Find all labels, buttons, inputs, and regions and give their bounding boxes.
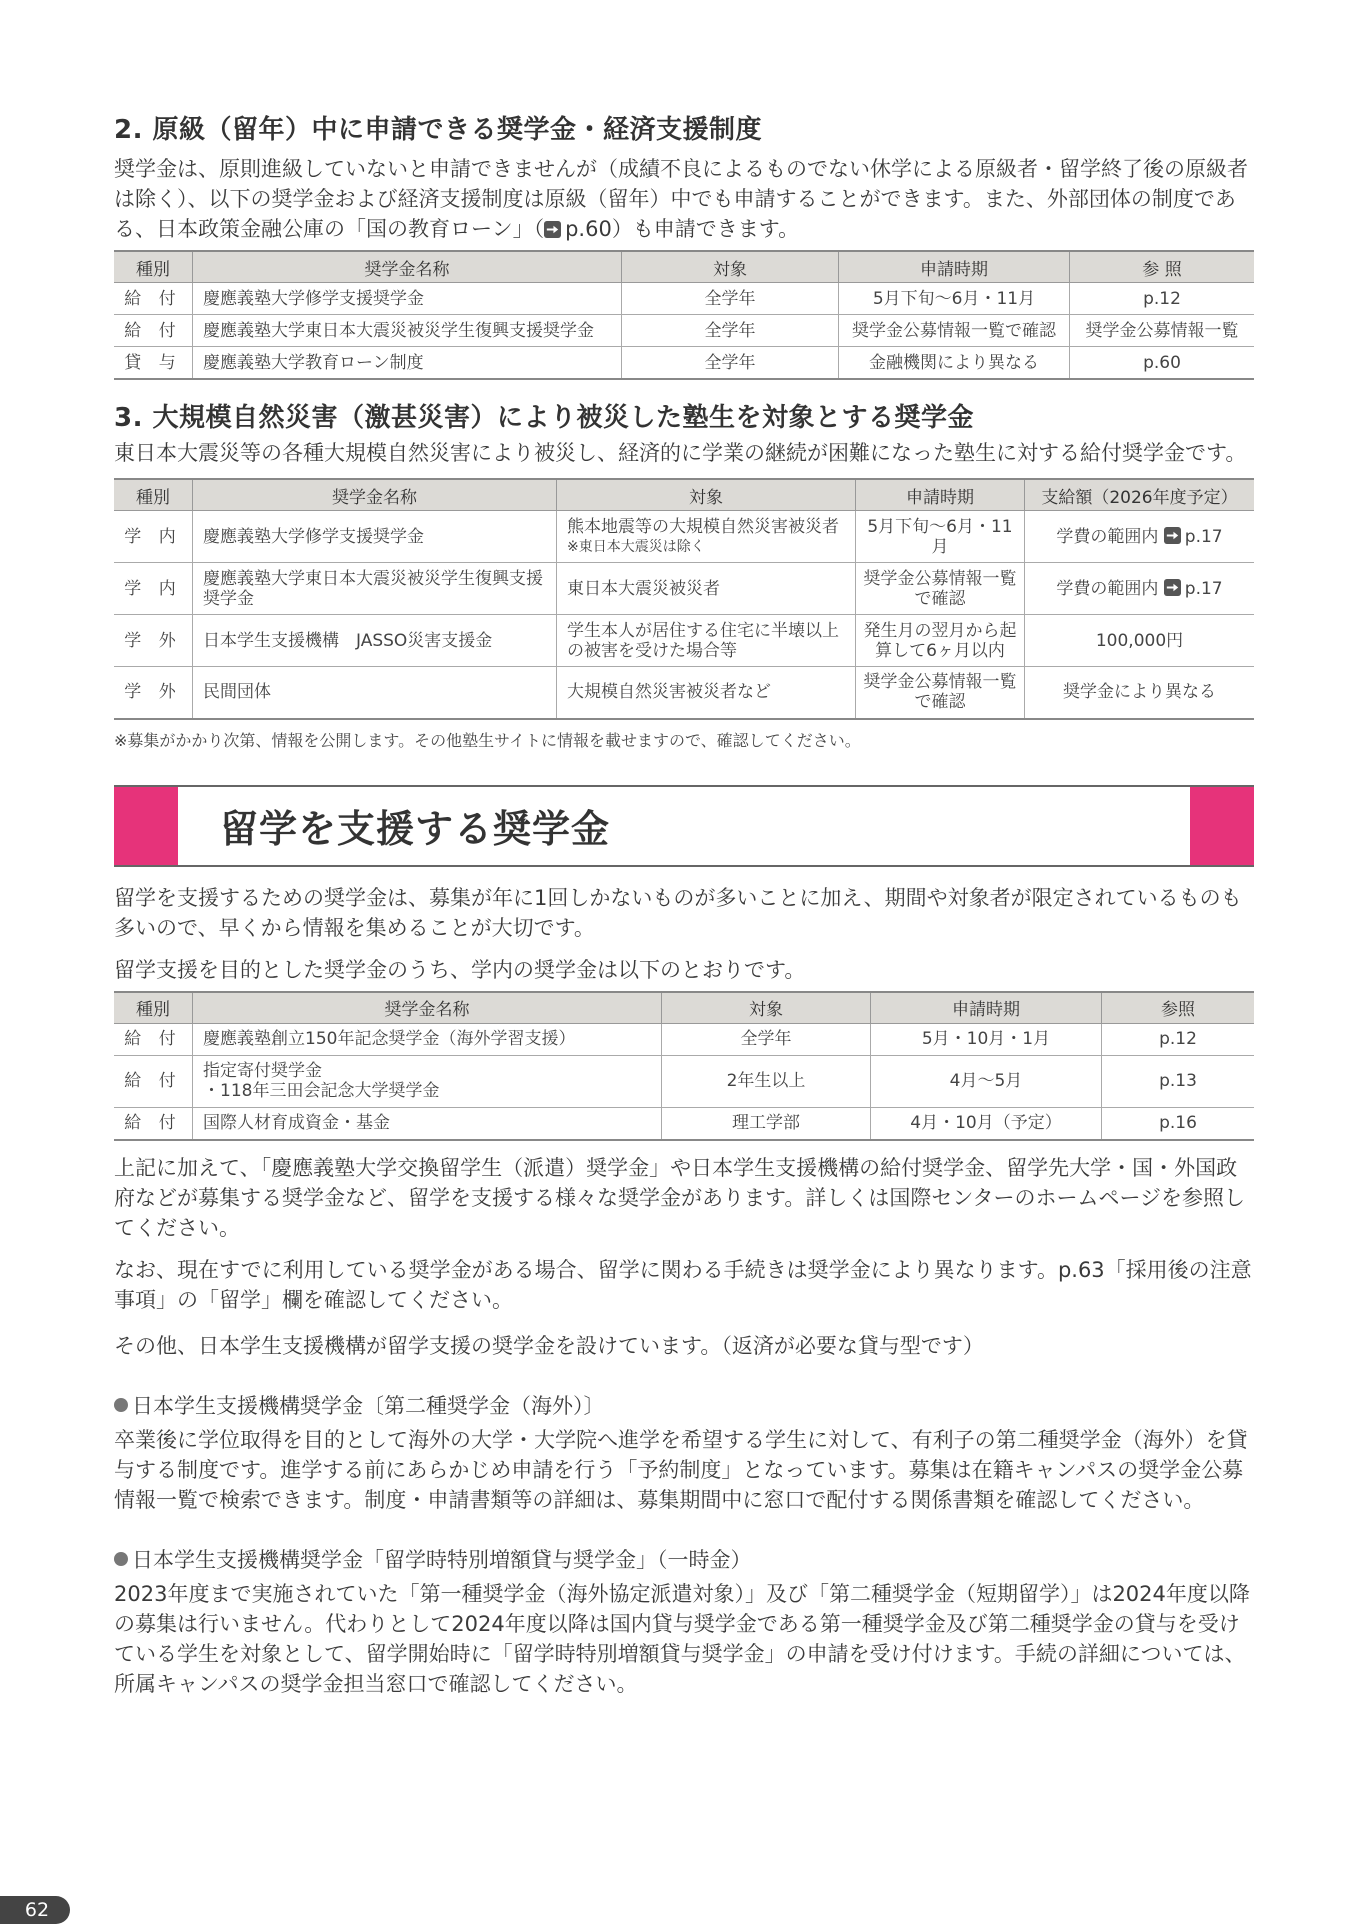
kind-cell: 給 付 bbox=[114, 1107, 193, 1140]
name-cell: 慶應義塾大学教育ローン制度 bbox=[193, 347, 622, 380]
ref-cell[interactable]: p.13 bbox=[1102, 1055, 1255, 1107]
name-cell: 慶應義塾大学東日本大震災被災学生復興支援奨学金 bbox=[193, 563, 557, 615]
kind-cell: 給 付 bbox=[114, 283, 193, 315]
target-cell: 全学年 bbox=[622, 283, 839, 315]
bullet-1-title: 日本学生支援機構奨学金〔第二種奨学金（海外）〕 bbox=[114, 1391, 1254, 1421]
study-abroad-para-1: 上記に加えて、「慶應義塾大学交換留学生（派遣）奨学金」や日本学生支援機構の給付奨学金、留学先大学・国・外国政府などが募集する奨学金など、留学を支援する様々な奨学金があります。詳しくは国際センターのホームページを参照してください。 bbox=[114, 1155, 1246, 1240]
col-header: 種別 bbox=[114, 251, 193, 283]
table-row bbox=[114, 667, 1254, 719]
table-row bbox=[114, 1055, 1254, 1107]
period-cell: 5月・10月・1月 bbox=[871, 1023, 1102, 1055]
target-cell: 東日本大震災被災者 bbox=[557, 563, 856, 615]
study-abroad-table bbox=[114, 991, 1254, 1141]
table-row bbox=[114, 1107, 1254, 1140]
col-header: 支給額（2026年度予定） bbox=[1025, 479, 1255, 511]
table-row bbox=[114, 1023, 1254, 1055]
table-header-row bbox=[114, 992, 1254, 1024]
table-row bbox=[114, 615, 1254, 667]
name-cell: 慶應義塾大学東日本大震災被災学生復興支援奨学金 bbox=[193, 315, 622, 347]
target-cell: 熊本地震等の大規模自然災害被災者 ※東日本大震災は除く bbox=[557, 511, 856, 563]
bullet-2-title: 日本学生支援機構奨学金「留学時特別増額貸与奨学金」（一時金） bbox=[114, 1545, 1254, 1575]
target-cell: 理工学部 bbox=[662, 1107, 871, 1140]
col-header: 対象 bbox=[557, 479, 856, 511]
col-header: 申請時期 bbox=[856, 479, 1025, 511]
arrow-right-icon bbox=[1164, 527, 1181, 544]
period-cell: 奨学金公募情報一覧で確認 bbox=[856, 667, 1025, 719]
link-p17[interactable]: p.17 bbox=[1184, 526, 1223, 547]
col-header: 奨学金名称 bbox=[193, 992, 662, 1024]
period-cell: 奨学金公募情報一覧で確認 bbox=[839, 315, 1070, 347]
name-cell: 日本学生支援機構 JASSO災害支援金 bbox=[193, 615, 557, 667]
table-header-row bbox=[114, 251, 1254, 283]
section-banner bbox=[114, 785, 1254, 867]
name-cell: 民間団体 bbox=[193, 667, 557, 719]
kind-cell: 学 外 bbox=[114, 667, 193, 719]
table-row bbox=[114, 315, 1254, 347]
col-header: 奨学金名称 bbox=[193, 251, 622, 283]
banner-accent-right bbox=[1190, 787, 1254, 865]
col-header: 対象 bbox=[662, 992, 871, 1024]
ref-cell[interactable]: p.12 bbox=[1102, 1023, 1255, 1055]
period-cell: 奨学金公募情報一覧で確認 bbox=[856, 563, 1025, 615]
period-cell: 発生月の翌月から起算して6ヶ月以内 bbox=[856, 615, 1025, 667]
col-header: 種別 bbox=[114, 992, 193, 1024]
study-abroad-intro: 留学を支援するための奨学金は、募集が年に1回しかないものが多いことに加え、期間や対象者が限定されているものも多いので、早くから情報を集めることが大切です。 bbox=[114, 885, 1242, 940]
banner-accent-left bbox=[114, 787, 178, 865]
kind-cell: 貸 与 bbox=[114, 347, 193, 380]
link-p17[interactable]: p.17 bbox=[1184, 578, 1223, 599]
name-cell: 慶應義塾大学修学支援奨学金 bbox=[193, 283, 622, 315]
kind-cell: 学 外 bbox=[114, 615, 193, 667]
bullet-icon bbox=[114, 1552, 128, 1566]
col-header: 参照 bbox=[1102, 992, 1255, 1024]
arrow-right-icon bbox=[1164, 579, 1181, 596]
target-cell: 全学年 bbox=[622, 347, 839, 380]
amount-cell: 学費の範囲内 p.17 bbox=[1025, 511, 1255, 563]
bullet-1-body: 卒業後に学位取得を目的として海外の大学・大学院へ進学を希望する学生に対して、有利子の第二種奨学金（海外）を貸与する制度です。進学する前にあらかじめ申請を行う「予約制度」となっています。募集は在籍キャンパスの奨学金公募情報一覧で検索できます。制度・申請書類等の詳細は、募集期間中に窓口で配付する関係書類を確認してください。 bbox=[114, 1427, 1248, 1512]
kind-cell: 学 内 bbox=[114, 511, 193, 563]
target-cell: 全学年 bbox=[662, 1023, 871, 1055]
col-header: 対象 bbox=[622, 251, 839, 283]
period-cell: 金融機関により異なる bbox=[839, 347, 1070, 380]
amount-cell: 奨学金により異なる bbox=[1025, 667, 1255, 719]
name-cell: 指定寄付奨学金 ・118年三田会記念大学奨学金 bbox=[193, 1055, 662, 1107]
kind-cell: 給 付 bbox=[114, 1055, 193, 1107]
period-cell: 5月下旬〜6月・11月 bbox=[856, 511, 1025, 563]
table-row bbox=[114, 563, 1254, 615]
col-header: 申請時期 bbox=[871, 992, 1102, 1024]
table-header-row bbox=[114, 479, 1254, 511]
kind-cell: 給 付 bbox=[114, 1023, 193, 1055]
col-header: 申請時期 bbox=[839, 251, 1070, 283]
section3-table bbox=[114, 478, 1254, 720]
name-cell: 慶應義塾大学修学支援奨学金 bbox=[193, 511, 557, 563]
name-cell: 国際人材育成資金・基金 bbox=[193, 1107, 662, 1140]
target-note: ※東日本大震災は除く bbox=[567, 538, 705, 555]
table-row bbox=[114, 283, 1254, 315]
section2-body: 奨学金は、原則進級していないと申請できませんが（成績不良によるものでない休学による原級者・留学終了後の原級者は除く）、以下の奨学金および経済支援制度は原級（留年）中でも申請することができます。また、外部団体の制度である、日本政策金融公庫の「国の教育ローン」（ p.60）も申請できます。 bbox=[114, 157, 1248, 241]
banner-title: 留学を支援する奨学金 bbox=[220, 807, 611, 851]
col-header: 奨学金名称 bbox=[193, 479, 557, 511]
section3-note: ※募集がかかり次第、情報を公開します。その他塾生サイトに情報を載せますので、確認してください。 bbox=[114, 730, 861, 750]
table-row bbox=[114, 347, 1254, 380]
bullet-icon bbox=[114, 1398, 128, 1412]
period-cell: 4月〜5月 bbox=[871, 1055, 1102, 1107]
period-cell: 5月下旬〜6月・11月 bbox=[839, 283, 1070, 315]
ref-cell[interactable]: p.60 bbox=[1070, 347, 1255, 380]
ref-cell[interactable]: p.12 bbox=[1070, 283, 1255, 315]
col-header: 参 照 bbox=[1070, 251, 1255, 283]
page-number: 62 bbox=[0, 1896, 70, 1924]
table-row bbox=[114, 511, 1254, 563]
bullet-2-body: 2023年度まで実施されていた「第一種奨学金（海外協定派遣対象）」及び「第二種奨学金（短期留学）」は2024年度以降の募集は行いません。代わりとして2024年度以降は国内貸与奨学金である第一種奨学金及び第二種奨学金の貸与を受けている学生を対象として、留学開始時に「留学時特別増額貸与奨学金」の申請を受け付けます。手続の詳細については、所属キャンパスの奨学金担当窓口で確認してください。 bbox=[114, 1581, 1250, 1696]
amount-cell: 100,000円 bbox=[1025, 615, 1255, 667]
target-cell: 2年生以上 bbox=[662, 1055, 871, 1107]
target-cell: 全学年 bbox=[622, 315, 839, 347]
kind-cell: 学 内 bbox=[114, 563, 193, 615]
arrow-right-icon bbox=[544, 221, 561, 238]
target-cell: 学生本人が居住する住宅に半壊以上の被害を受けた場合等 bbox=[557, 615, 856, 667]
section2-title: 2. 原級（留年）中に申請できる奨学金・経済支援制度 bbox=[114, 115, 763, 145]
section3-body: 東日本大震災等の各種大規模自然災害により被災し、経済的に学業の継続が困難になった塾生に対する給付奨学金です。 bbox=[114, 441, 1247, 465]
kind-cell: 給 付 bbox=[114, 315, 193, 347]
ref-cell[interactable]: p.16 bbox=[1102, 1107, 1255, 1140]
target-cell: 大規模自然災害被災者など bbox=[557, 667, 856, 719]
col-header: 種別 bbox=[114, 479, 193, 511]
name-cell: 慶應義塾創立150年記念奨学金（海外学習支援） bbox=[193, 1023, 662, 1055]
study-abroad-lead: 留学支援を目的とした奨学金のうち、学内の奨学金は以下のとおりです。 bbox=[114, 957, 806, 982]
page-content bbox=[114, 110, 1254, 1699]
period-cell: 4月・10月（予定） bbox=[871, 1107, 1102, 1140]
study-abroad-para-3: その他、日本学生支援機構が留学支援の奨学金を設けています。（返済が必要な貸与型です） bbox=[114, 1333, 984, 1358]
section3-title: 3. 大規模自然災害（激甚災害）により被災した塾生を対象とする奨学金 bbox=[114, 403, 975, 433]
link-p60[interactable]: p.60 bbox=[565, 217, 612, 241]
section2-table bbox=[114, 250, 1254, 380]
ref-cell[interactable]: 奨学金公募情報一覧 bbox=[1070, 315, 1255, 347]
study-abroad-para-2: なお、現在すでに利用している奨学金がある場合、留学に関わる手続きは奨学金により異なります。p.63「採用後の注意事項」の「留学」欄を確認してください。 bbox=[114, 1257, 1252, 1312]
amount-cell: 学費の範囲内 p.17 bbox=[1025, 563, 1255, 615]
